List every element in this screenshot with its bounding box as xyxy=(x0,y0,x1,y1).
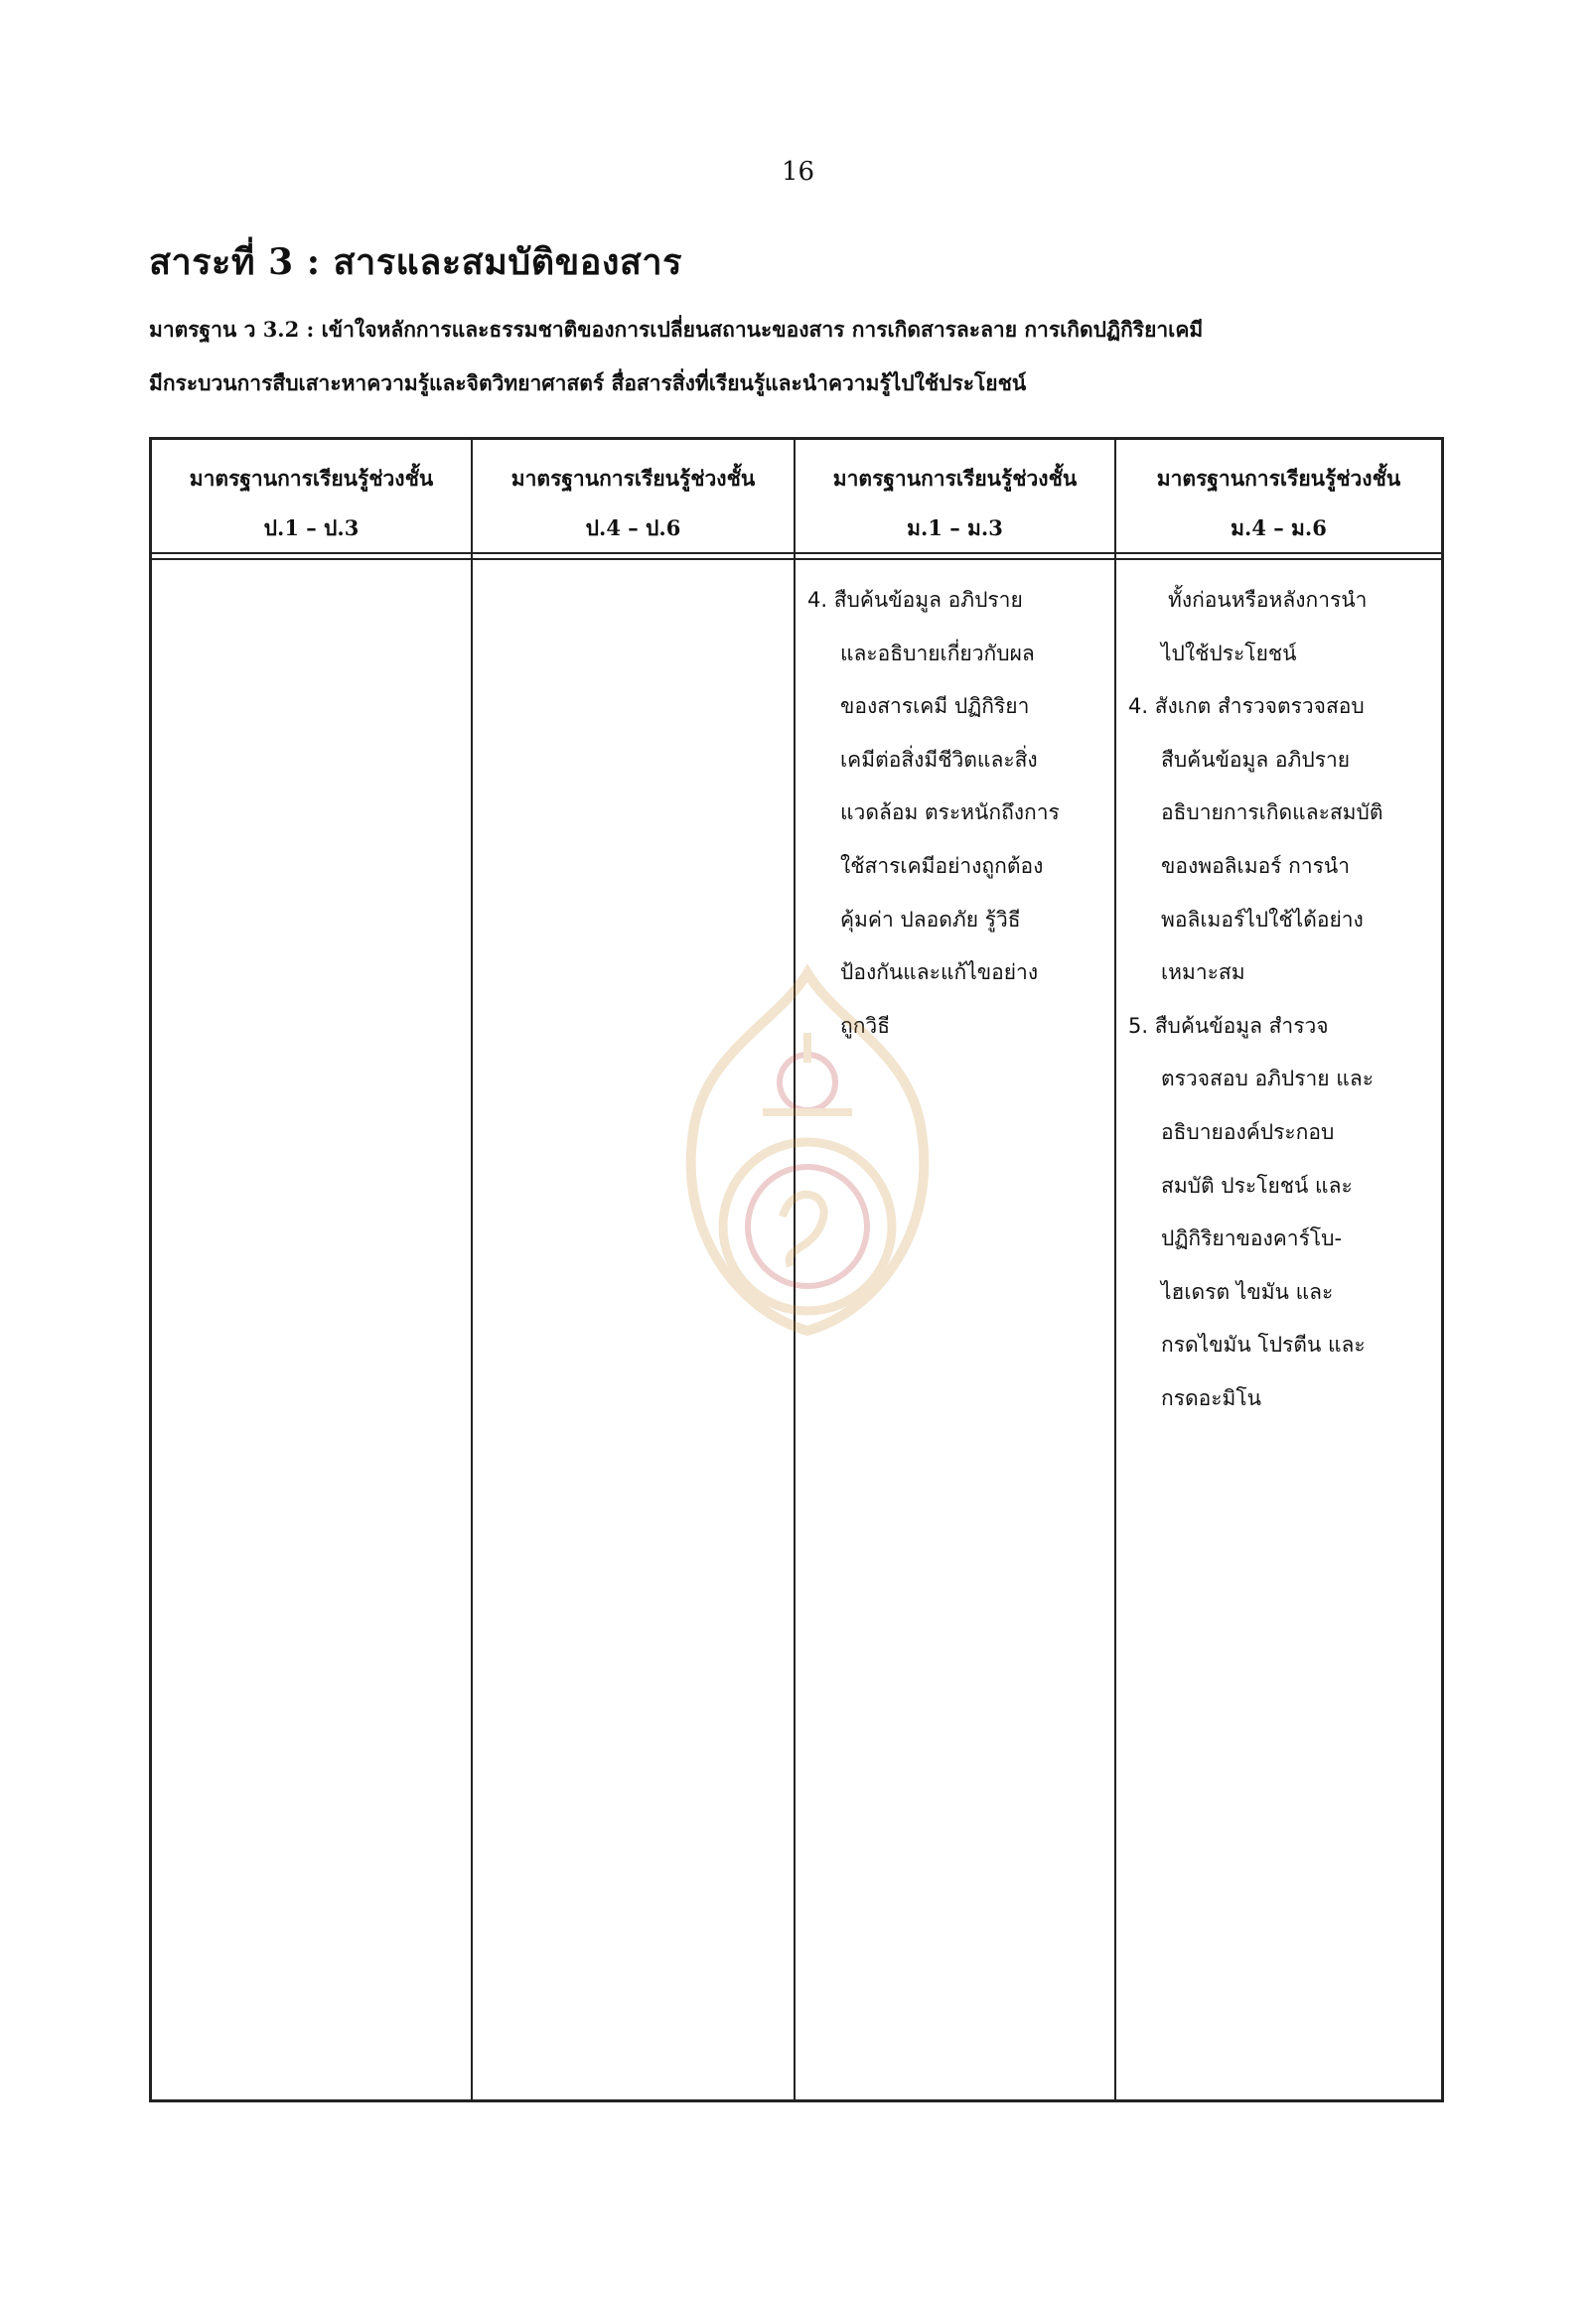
header-level: ม.1 – ม.3 xyxy=(907,515,1003,540)
header-divider xyxy=(152,558,1441,560)
text-line: ไฮเดรต ไขมัน และ xyxy=(1161,1279,1334,1304)
text-line: ของสารเคมี ปฏิกิริยา xyxy=(840,694,1030,719)
text-line: กรดไขมัน โปรตีน และ xyxy=(1161,1333,1366,1358)
header-level: ป.4 – ป.6 xyxy=(585,515,681,540)
text-line: 4. สืบค้นข้อมูล อภิปราย xyxy=(807,588,1023,612)
header-cell-m4-m6 xyxy=(1116,440,1441,552)
text-line: กรดอะมิโน xyxy=(1161,1385,1262,1410)
header-title: มาตรฐานการเรียนรู้ช่วงชั้น xyxy=(510,466,756,491)
cell-m4-m6-content xyxy=(1128,574,1438,1426)
page-number: 16 xyxy=(781,157,815,187)
text-line: อธิบายการเกิดและสมบัติ xyxy=(1161,800,1383,825)
page-title: สาระที่ 3 : สารและสมบัติของสาร xyxy=(149,241,682,283)
text-line: เคมีต่อสิ่งมีชีวิตและสิ่ง xyxy=(840,747,1038,772)
text-line: ใช้สารเคมีอย่างถูกต้อง xyxy=(840,853,1044,878)
text-line: ตรวจสอบ อภิปราย และ xyxy=(1161,1067,1374,1091)
standard-statement xyxy=(149,303,1440,410)
text-line: เหมาะสม xyxy=(1161,960,1245,985)
standard-line-2: มีกระบวนการสืบเสาะหาความรู้และจิตวิทยาศาสตร์ สื่อสารสิ่งที่เรียนรู้และนำความรู้ไปใช้ประโยชน์ xyxy=(149,370,1027,395)
text-line: คุ้มค่า ปลอดภัย รู้วิธี xyxy=(840,907,1021,932)
header-cell-m1-m3 xyxy=(796,440,1114,552)
header-level: ป.1 – ป.3 xyxy=(263,515,360,540)
text-line: แวดล้อม ตระหนักถึงการ xyxy=(840,800,1060,825)
header-cell-p1-p3 xyxy=(152,440,471,552)
text-line: 4. สังเกต สำรวจตรวจสอบ xyxy=(1128,694,1365,719)
text-line: ปฏิกิริยาของคาร์โบ- xyxy=(1161,1226,1343,1251)
text-line: 5. สืบค้นข้อมูล สำรวจ xyxy=(1128,1013,1329,1038)
text-line: อธิบายองค์ประกอบ xyxy=(1161,1119,1335,1144)
text-line: ไปใช้ประโยชน์ xyxy=(1161,641,1297,665)
text-line: ป้องกันและแก้ไขอย่าง xyxy=(840,960,1039,985)
text-line: ของพอลิเมอร์ การนำ xyxy=(1161,853,1351,878)
header-level: ม.4 – ม.6 xyxy=(1231,515,1327,540)
text-line: พอลิเมอร์ไปใช้ได้อย่าง xyxy=(1161,907,1364,932)
header-cell-p4-p6 xyxy=(473,440,794,552)
header-title: มาตรฐานการเรียนรู้ช่วงชั้น xyxy=(1156,466,1401,491)
standard-line-1: มาตรฐาน ว 3.2 : เข้าใจหลักการและธรรมชาติของการเปลี่ยนสถานะของสาร การเกิดสารละลาย การเกิดปฏิกิริยาเคมี xyxy=(149,317,1204,342)
column-divider xyxy=(1114,440,1116,2099)
text-line: และอธิบายเกี่ยวกับผล xyxy=(840,641,1035,665)
text-line: ถูกวิธี xyxy=(840,1013,891,1038)
header-title: มาตรฐานการเรียนรู้ช่วงชั้น xyxy=(832,466,1078,491)
text-line: สมบัติ ประโยชน์ และ xyxy=(1161,1173,1353,1198)
header-title: มาตรฐานการเรียนรู้ช่วงชั้น xyxy=(189,466,434,491)
text-line: สืบค้นข้อมูล อภิปราย xyxy=(1161,747,1351,772)
text-line: ทั้งก่อนหรือหลังการนำ xyxy=(1168,588,1368,612)
ministry-seal-icon xyxy=(663,963,951,1341)
column-divider xyxy=(471,440,473,2099)
